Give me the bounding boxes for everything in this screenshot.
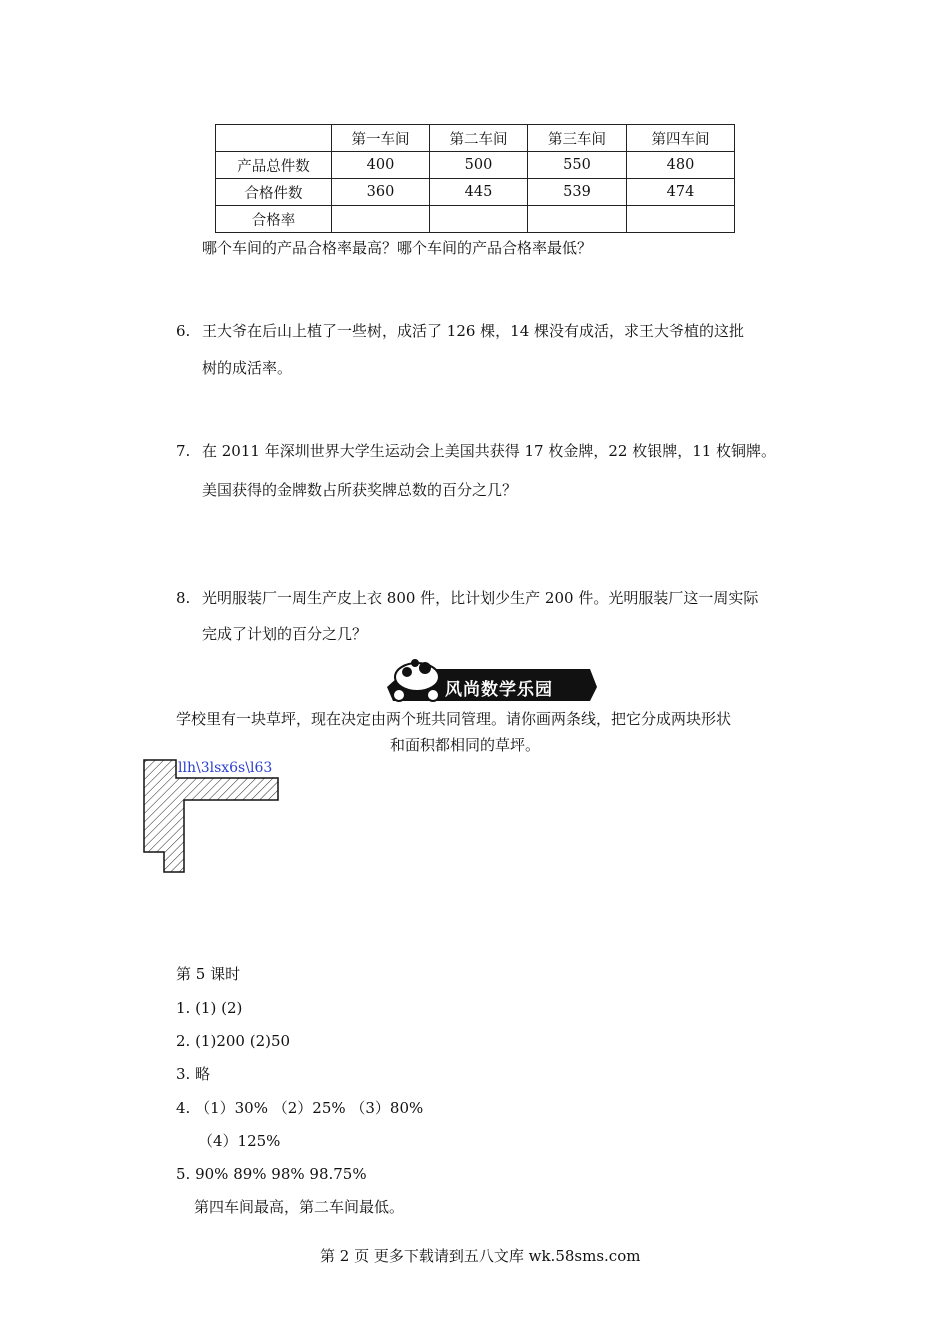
question-7-line1: 在 2011 年深圳世界大学生运动会上美国共获得 17 枚金牌，22 枚银牌，11 枚铜牌。	[202, 442, 777, 460]
lawn-figure	[140, 758, 282, 880]
table-row	[216, 179, 735, 206]
table-row	[216, 206, 735, 233]
table-header-row	[216, 125, 735, 152]
question-8-line1: 光明服装厂一周生产皮上衣 800 件，比计划少生产 200 件。光明服装厂这一周实际	[202, 589, 759, 607]
workshop-table	[215, 124, 735, 233]
table-cell: 480	[627, 152, 735, 179]
table-cell	[430, 206, 528, 233]
table-cell	[528, 206, 627, 233]
table-header-cell: 第三车间	[528, 125, 627, 152]
answer-5: 5. 90% 89% 98% 98.75%	[176, 1165, 367, 1183]
table-cell	[332, 206, 430, 233]
table-cell: 400	[332, 152, 430, 179]
answers-title: 第 5 课时	[176, 965, 241, 983]
question-8-number: 8.	[176, 589, 191, 607]
row-label: 合格件数	[216, 179, 332, 206]
table-cell: 360	[332, 179, 430, 206]
garden-line1: 学校里有一块草坪，现在决定由两个班共同管理。请你画两条线，把它分成两块形状	[176, 710, 732, 728]
question-6-number: 6.	[176, 322, 191, 340]
page-footer: 第 2 页 更多下载请到五八文库 wk.58sms.com	[320, 1247, 641, 1265]
banner-title: 风尚数学乐园	[445, 680, 553, 700]
table-cell: 500	[430, 152, 528, 179]
table-header-cell	[216, 125, 332, 152]
table-cell: 550	[528, 152, 627, 179]
row-label: 合格率	[216, 206, 332, 233]
answer-3: 3. 略	[176, 1065, 211, 1083]
row-label: 产品总件数	[216, 152, 332, 179]
table-cell: 539	[528, 179, 627, 206]
answer-4: 4. （1）30% （2）25% （3）80%	[176, 1099, 424, 1117]
table-row	[216, 152, 735, 179]
question-5-text: 哪个车间的产品合格率最高？哪个车间的产品合格率最低？	[202, 239, 593, 257]
table-cell	[627, 206, 735, 233]
answer-2: 2. (1)200 (2)50	[176, 1032, 291, 1050]
answer-1: 1. (1) (2)	[176, 999, 243, 1017]
watermark-text: llh\3lsx6s\l63	[178, 760, 273, 776]
answer-4-continued: （4）125%	[198, 1132, 281, 1150]
question-6-line1: 王大爷在后山上植了一些树，成活了 126 棵，14 棵没有成活，求王大爷植的这批	[202, 322, 745, 340]
table-cell: 445	[430, 179, 528, 206]
garden-line2: 和面积都相同的草坪。	[390, 736, 541, 754]
table-header-cell: 第四车间	[627, 125, 735, 152]
table-cell: 474	[627, 179, 735, 206]
table-header-cell: 第一车间	[332, 125, 430, 152]
question-6-line2: 树的成活率。	[202, 359, 293, 377]
table-header-cell: 第二车间	[430, 125, 528, 152]
question-8-line2: 完成了计划的百分之几？	[202, 625, 368, 643]
question-7-number: 7.	[176, 442, 191, 460]
math-garden-banner	[385, 655, 597, 705]
question-7-line2: 美国获得的金牌数占所获奖牌总数的百分之几？	[202, 481, 518, 499]
answer-5-continued: 第四车间最高，第二车间最低。	[194, 1198, 405, 1216]
